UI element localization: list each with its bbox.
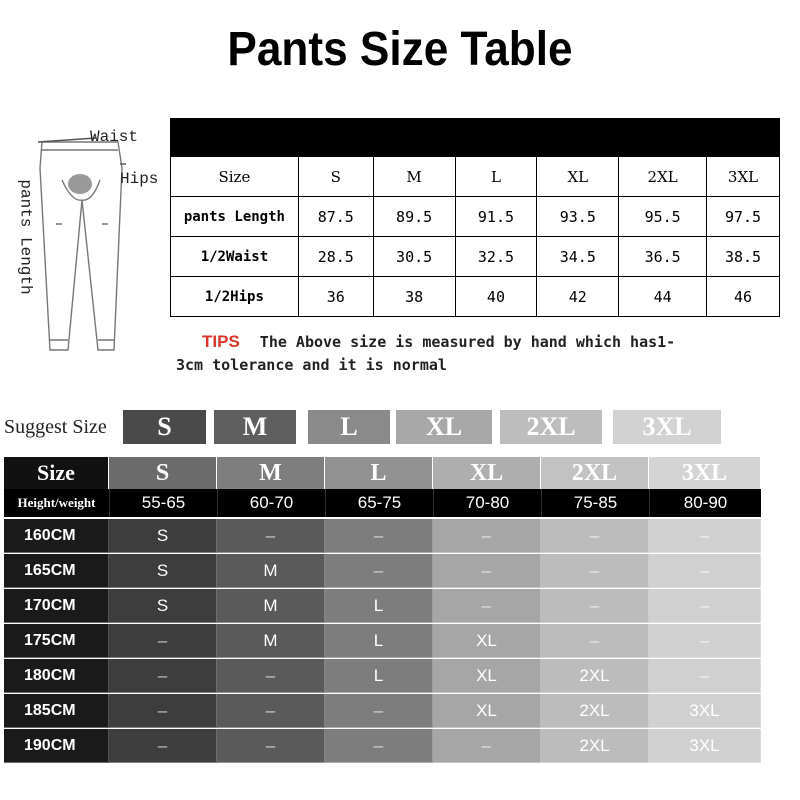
measurement-table [170,118,780,317]
grid-cell: 2XL [541,729,649,763]
waist-label: Waist [90,128,139,146]
grid-cell: L [325,624,433,658]
grid-subheader-cell: 70-80 [433,489,541,517]
grid-cell: – [541,624,649,658]
grid-row-header: 175CM [4,624,109,658]
grid-cell: – [649,554,761,588]
table-cell: 91.5 [455,197,537,237]
grid-cell: S [109,589,217,623]
grid-cell: – [325,554,433,588]
grid-cell: – [541,554,649,588]
grid-cell: – [541,519,649,553]
grid-cell: – [109,729,217,763]
header-cell: 2XL [619,157,707,197]
grid-cell: 2XL [541,694,649,728]
pants-diagram [10,120,170,360]
grid-cell: – [541,589,649,623]
table-cell: 32.5 [455,237,537,277]
grid-subheader-cell: 55-65 [109,489,217,517]
grid-row-header: 165CM [4,554,109,588]
grid-cell: M [217,624,325,658]
grid-subheader-cell: 80-90 [649,489,761,517]
table-cell: 38.5 [707,237,780,277]
grid-cell: – [649,519,761,553]
table-cell: 89.5 [373,197,455,237]
grid-cell: – [109,624,217,658]
table-cell: 93.5 [537,197,619,237]
grid-header-cell: Size [4,457,109,489]
header-cell: Size [171,157,299,197]
table-cell: 46 [707,277,780,317]
row-header: pants Length [171,197,299,237]
tips-text-line2: 3cm tolerance and it is normal [176,356,447,374]
grid-row-header: 160CM [4,519,109,553]
grid-cell: S [109,519,217,553]
grid-header-cell: L [325,457,433,489]
header-cell: S [298,157,373,197]
grid-row-header: 180CM [4,659,109,693]
grid-cell: S [109,554,217,588]
grid-header-cell: S [109,457,217,489]
grid-cell: – [649,589,761,623]
table-cell: 38 [373,277,455,317]
grid-cell: M [217,554,325,588]
header-cell: XL [537,157,619,197]
grid-cell: XL [433,659,541,693]
suggest-size-xl: XL [396,410,492,444]
grid-header-cell: 3XL [649,457,761,489]
grid-cell: – [433,519,541,553]
tips-text-line1: The Above size is measured by hand which has1- [259,333,676,351]
table-header-bar [171,119,780,157]
grid-header-cell: M [217,457,325,489]
table-cell: 40 [455,277,537,317]
grid-cell: – [325,729,433,763]
grid-cell: – [217,694,325,728]
grid-subheader-cell: 75-85 [541,489,649,517]
suggest-size-m: M [214,410,296,444]
table-row [171,157,780,197]
grid-cell: – [325,519,433,553]
table-row [171,237,780,277]
grid-cell: M [217,589,325,623]
table-cell: 28.5 [298,237,373,277]
grid-cell: 3XL [649,729,761,763]
grid-cell: – [433,729,541,763]
grid-cell: – [217,659,325,693]
row-header: 1/2Hips [171,277,299,317]
grid-cell: L [325,589,433,623]
grid-row-header: 185CM [4,694,109,728]
grid-subheader-cell: 60-70 [217,489,325,517]
suggest-size-s: S [123,410,206,444]
grid-cell: – [649,624,761,658]
table-cell: 34.5 [537,237,619,277]
table-cell: 30.5 [373,237,455,277]
grid-subheader-cell: Height/weight [4,489,109,517]
grid-cell: 2XL [541,659,649,693]
grid-cell: – [109,659,217,693]
grid-cell: – [217,729,325,763]
table-cell: 36 [298,277,373,317]
suggest-size-3xl: 3XL [613,410,721,444]
grid-row-header: 170CM [4,589,109,623]
grid-subheader-cell: 65-75 [325,489,433,517]
header-cell: M [373,157,455,197]
hips-label: Hips [120,170,159,188]
table-cell: 97.5 [707,197,780,237]
header-cell: 3XL [707,157,780,197]
tips-label: TIPS [202,332,240,351]
grid-cell: – [649,659,761,693]
row-header: 1/2Waist [171,237,299,277]
suggest-size-l: L [308,410,390,444]
table-cell: 44 [619,277,707,317]
grid-header-cell: 2XL [541,457,649,489]
size-suggestion-grid [4,457,761,764]
suggest-size-label: Suggest Size [4,416,107,438]
grid-cell: – [217,519,325,553]
table-cell: 87.5 [298,197,373,237]
table-cell: 42 [537,277,619,317]
header-cell: L [455,157,537,197]
grid-cell: L [325,659,433,693]
grid-cell: – [325,694,433,728]
table-row [171,277,780,317]
table-cell: 36.5 [619,237,707,277]
tips-note [176,330,796,377]
table-row [171,197,780,237]
suggest-size-2xl: 2XL [500,410,602,444]
grid-cell: – [433,589,541,623]
grid-cell: – [433,554,541,588]
grid-header-cell: XL [433,457,541,489]
grid-cell: XL [433,694,541,728]
length-label: pants Length [16,179,35,295]
grid-cell: – [109,694,217,728]
grid-cell: 3XL [649,694,761,728]
page-title: Pants Size Table [227,23,573,76]
grid-cell: XL [433,624,541,658]
table-cell: 95.5 [619,197,707,237]
grid-row-header: 190CM [4,729,109,763]
